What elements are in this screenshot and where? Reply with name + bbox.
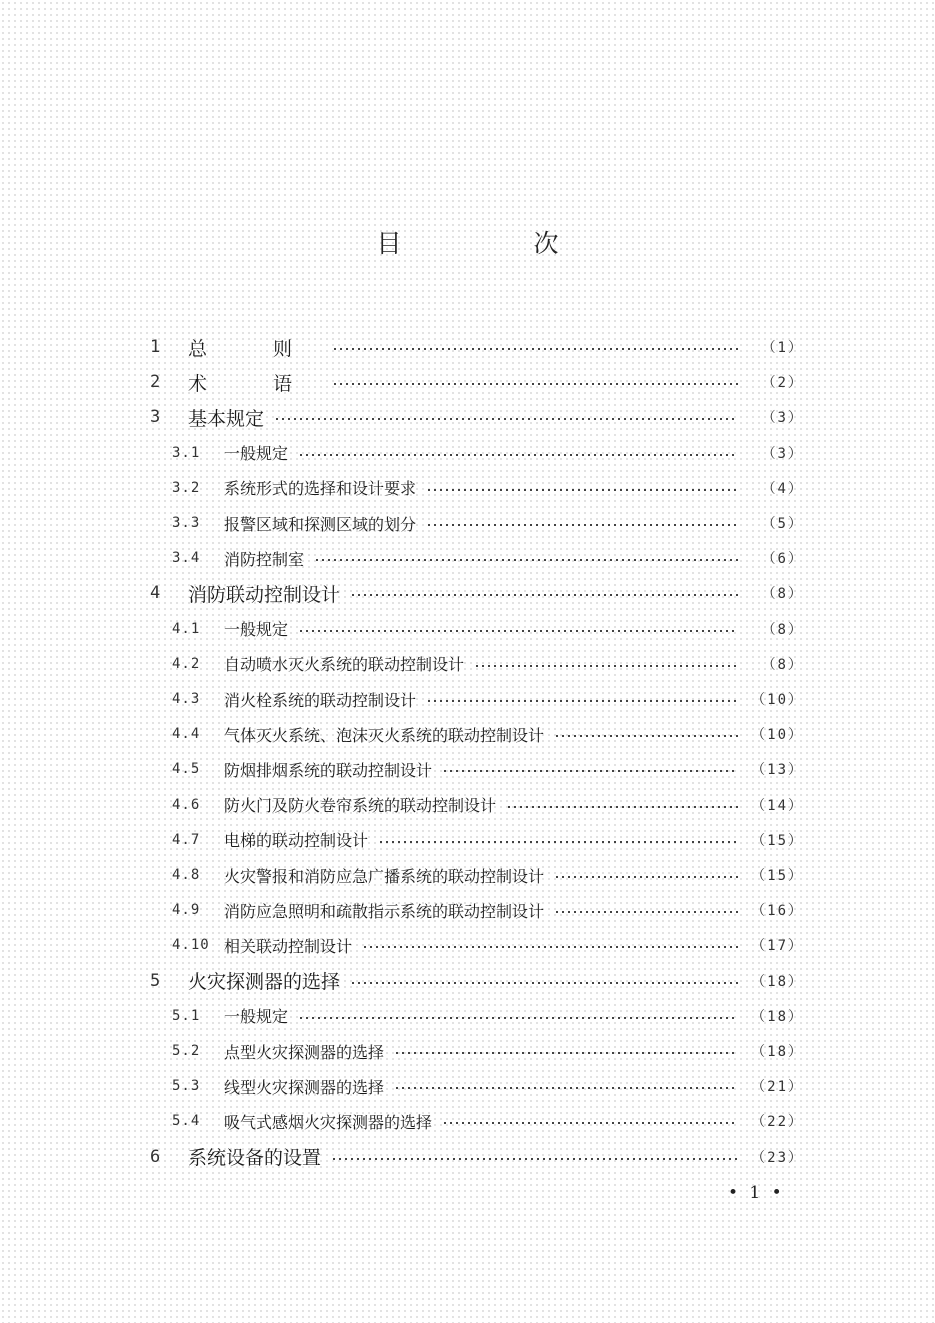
toc-entry-title: 系统设备的设置 (188, 1147, 322, 1170)
toc-entry-page: （15） (751, 868, 804, 884)
dot-leader (350, 594, 738, 596)
toc-entry-number: 4.2 (172, 655, 201, 672)
toc-entry[interactable] (150, 1142, 804, 1172)
dot-leader (554, 876, 738, 878)
toc-entry-page: （18） (751, 1044, 804, 1060)
dot-leader (442, 1122, 738, 1124)
toc-entry-page: （1） (761, 340, 804, 356)
toc-entry-number: 4.4 (172, 726, 201, 743)
toc-entry-number: 3.4 (172, 550, 201, 567)
toc-entry-page: （4） (761, 480, 804, 497)
toc-entry-title: 线型火灾探测器的选择 (224, 1077, 385, 1097)
toc-entry-number: 5.1 (172, 1007, 201, 1024)
toc-entry-number: 1 (150, 337, 161, 357)
toc-entry-number: 3.2 (172, 479, 201, 496)
toc-entry-page: （14） (751, 797, 804, 814)
toc-entry-number: 4.9 (172, 902, 201, 919)
page-title: 目 次 (376, 229, 621, 258)
toc-entry-title: 火灾警报和消防应急广播系统的联动控制设计 (224, 866, 545, 886)
toc-entry-title: 点型火灾探测器的选择 (224, 1042, 385, 1062)
dot-leader (274, 418, 738, 420)
page-number: • 1 • (728, 1183, 785, 1203)
toc-entry-page: （22） (751, 1114, 804, 1131)
toc-entry-page: （3） (761, 445, 804, 462)
toc-entry-page: （10） (751, 692, 804, 708)
toc-entry-number: 4.3 (172, 691, 201, 707)
dot-leader (331, 1158, 738, 1160)
toc-entry-number: 5.2 (172, 1043, 201, 1059)
toc-entry-title: 自动喷水灭火系统的联动控制设计 (224, 655, 465, 675)
toc-entry-title: 气体灭火系统、泡沫灭火系统的联动控制设计 (224, 725, 545, 745)
dot-leader (332, 348, 738, 350)
dot-leader (394, 1052, 738, 1054)
toc-entry-page: （3） (761, 410, 804, 427)
toc-entry[interactable] (172, 684, 804, 714)
toc-entry-number: 3 (150, 407, 161, 428)
dot-leader (426, 524, 738, 526)
toc-entry-number: 5 (150, 970, 161, 991)
toc-entry-number: 4 (150, 583, 161, 604)
toc-entry-title: 术 语 (188, 372, 323, 395)
toc-entry-number: 6 (150, 1146, 161, 1167)
toc-entry-title: 相关联动控制设计 (224, 936, 353, 956)
toc-entry-page: （16） (751, 903, 804, 920)
dot-leader (298, 630, 738, 632)
toc-entry-page: （8） (761, 586, 804, 603)
dot-leader (350, 982, 738, 984)
toc-entry[interactable] (172, 1071, 804, 1101)
dot-leader (426, 700, 738, 702)
toc-entry-page: （18） (751, 1008, 804, 1025)
toc-entry-title: 火灾探测器的选择 (188, 971, 341, 994)
toc-entry-page: （15） (751, 832, 804, 849)
toc-entry[interactable] (172, 790, 804, 820)
dot-leader (554, 911, 738, 913)
toc-entry-number: 4.5 (172, 761, 201, 778)
dot-leader (506, 806, 738, 808)
dot-leader (362, 946, 738, 948)
toc-entry-page: （2） (761, 375, 804, 392)
toc-entry-title: 一般规定 (224, 444, 289, 464)
toc-entry-number: 4.10 (172, 937, 210, 954)
dot-leader (378, 841, 738, 843)
toc-entry-page: （6） (761, 551, 804, 568)
toc-entry-number: 2 (150, 372, 161, 393)
toc-entry-page: （17） (751, 938, 804, 955)
toc-entry[interactable] (172, 1036, 804, 1066)
toc-entry[interactable] (172, 649, 804, 679)
toc-entry-title: 吸气式感烟火灾探测器的选择 (224, 1112, 433, 1132)
toc-entry-title: 消防应急照明和疏散指示系统的联动控制设计 (224, 901, 545, 921)
toc-entry-number: 4.7 (172, 831, 201, 848)
toc-entry-number: 3.3 (172, 515, 201, 531)
toc-entry-page: （8） (761, 621, 804, 638)
toc-entry-number: 4.8 (172, 867, 201, 883)
toc-entry[interactable] (150, 332, 804, 362)
toc-entry-page: （10） (751, 727, 804, 744)
toc-entry-number: 4.6 (172, 796, 201, 813)
toc-entry-title: 消火栓系统的联动控制设计 (224, 690, 417, 710)
toc-entry-title: 总 则 (188, 337, 323, 360)
toc-entry-page: （21） (751, 1079, 804, 1096)
dot-leader (332, 383, 738, 385)
toc-entry-title: 防火门及防火卷帘系统的联动控制设计 (224, 796, 497, 816)
toc-entry[interactable] (150, 966, 804, 996)
toc-entry-number: 5.3 (172, 1078, 201, 1095)
dot-leader (426, 489, 738, 491)
toc-entry[interactable] (172, 473, 804, 503)
dot-leader (394, 1087, 738, 1089)
toc-entry-title: 防烟排烟系统的联动控制设计 (224, 760, 433, 780)
dot-leader (314, 559, 738, 561)
toc-entry-page: （13） (751, 762, 804, 779)
toc-entry[interactable] (172, 754, 804, 784)
toc-entry-title: 基本规定 (188, 407, 265, 430)
toc-entry[interactable] (150, 578, 804, 608)
toc-entry[interactable] (150, 402, 804, 432)
toc-entry[interactable] (150, 367, 804, 397)
toc-entry[interactable] (172, 1001, 804, 1031)
toc-entry[interactable] (172, 438, 804, 468)
dot-leader (298, 454, 738, 456)
dot-leader (554, 735, 738, 737)
dot-leader (442, 770, 738, 772)
toc-entry[interactable] (172, 930, 804, 960)
toc-entry[interactable] (172, 719, 804, 749)
toc-entry[interactable] (172, 543, 804, 573)
toc-entry-title: 消防控制室 (224, 549, 305, 569)
toc-entry[interactable] (172, 895, 804, 925)
toc-entry-title: 电梯的联动控制设计 (224, 831, 369, 851)
toc-entry-title: 消防联动控制设计 (188, 583, 341, 606)
toc-entry-number: 5.4 (172, 1113, 201, 1130)
toc-entry-title: 一般规定 (224, 1007, 289, 1027)
toc-entry-number: 4.1 (172, 620, 201, 637)
toc-entry[interactable] (172, 508, 804, 538)
toc-entry-title: 报警区域和探测区域的划分 (224, 514, 417, 534)
toc-entry-title: 一般规定 (224, 620, 289, 640)
toc-entry-page: （18） (751, 973, 804, 990)
toc-entry-page: （8） (761, 656, 804, 673)
toc-entry[interactable] (172, 1106, 804, 1136)
toc-entry[interactable] (172, 825, 804, 855)
toc-entry-number: 3.1 (172, 444, 201, 461)
toc-entry[interactable] (172, 614, 804, 644)
toc-entry[interactable] (172, 860, 804, 890)
dot-leader (298, 1017, 738, 1019)
toc-entry-title: 系统形式的选择和设计要求 (224, 479, 417, 499)
dot-leader (474, 665, 738, 667)
toc-entry-page: （23） (751, 1149, 804, 1166)
toc-entry-page: （5） (761, 516, 804, 532)
